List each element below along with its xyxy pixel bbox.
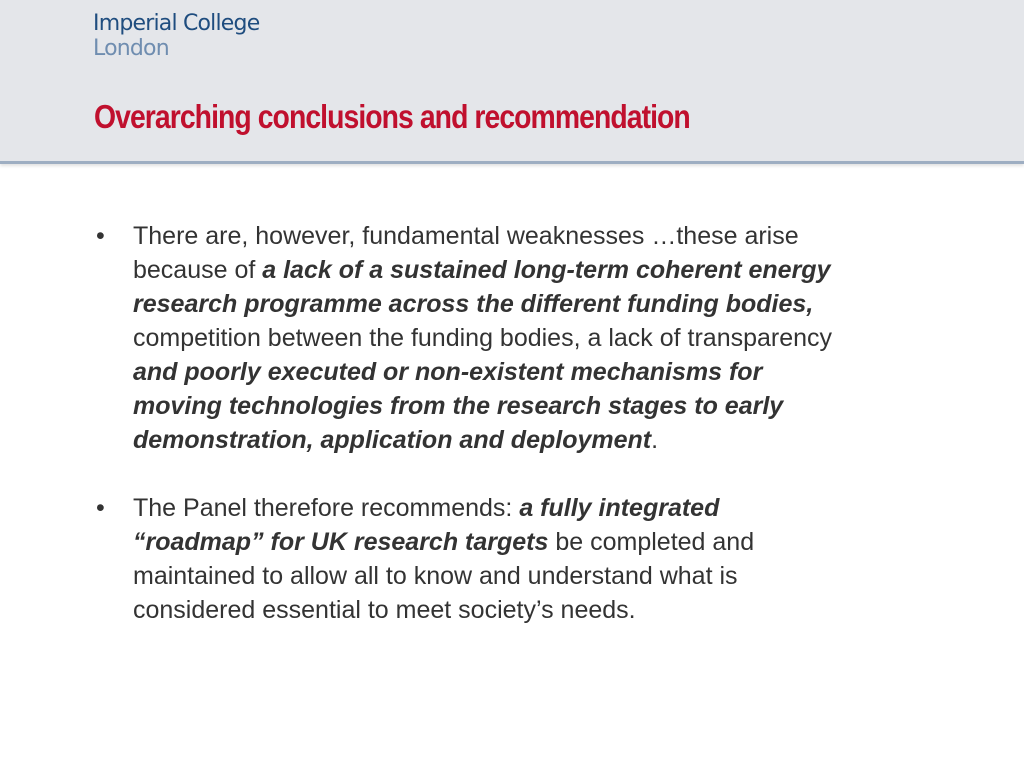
bullet-marker: •: [96, 222, 105, 250]
slide-body: [96, 219, 856, 627]
bullet-text-segment: .: [651, 426, 659, 454]
bullet-text-segment: There are, however, fundamental weaknesses …these arise because of: [133, 222, 799, 284]
imperial-college-logo: [93, 11, 259, 61]
bullet-emphasis-segment: a fully integrated “roadmap” for UK research targets: [133, 494, 720, 556]
bullet-item: [96, 491, 856, 627]
logo-line-1: Imperial College: [93, 11, 260, 36]
bullet-text-segment: competition between the funding bodies, a lack of transparency: [133, 324, 833, 352]
logo-line-2: London: [93, 36, 169, 61]
bullet-text-segment: be completed and maintained to allow all to know and understand what is considered essential to meet society’s needs.: [133, 528, 755, 624]
slide-header: [0, 0, 1024, 164]
bullet-marker: •: [96, 494, 105, 522]
bullet-emphasis-segment: and poorly executed or non-existent mechanisms for moving technologies from the research stages to early demonstration, application and deployment: [133, 358, 784, 454]
slide-title: Overarching conclusions and recommendation: [94, 98, 690, 135]
bullet-text-segment: The Panel therefore recommends:: [133, 494, 520, 522]
bullet-item: [96, 219, 856, 457]
bullet-emphasis-segment: a lack of a sustained long-term coherent energy research programme across the different funding bodies,: [133, 256, 831, 318]
